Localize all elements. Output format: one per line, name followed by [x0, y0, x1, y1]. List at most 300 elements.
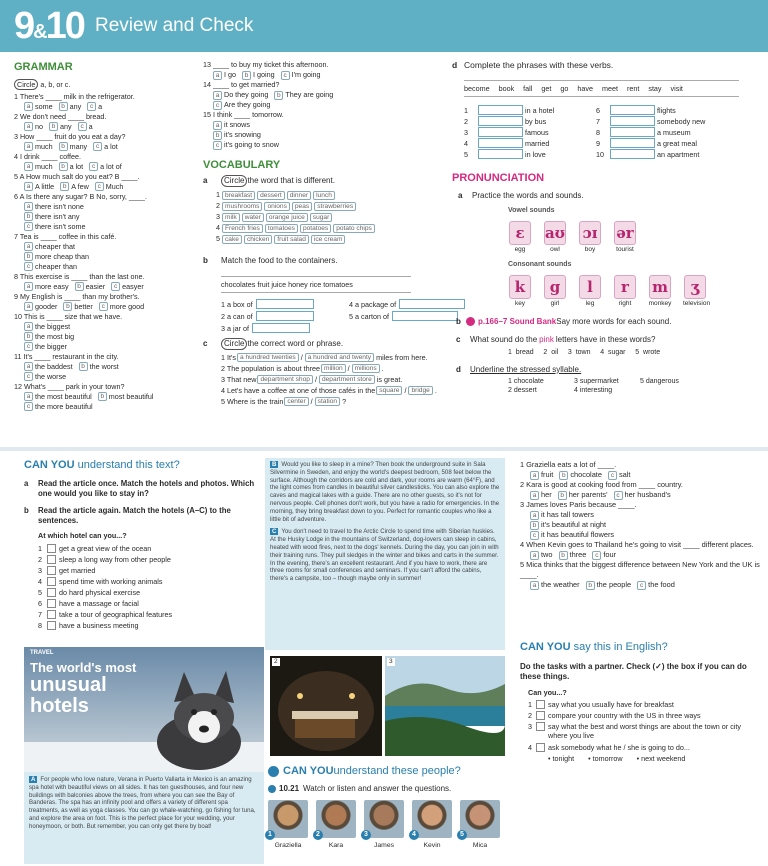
- check-box[interactable]: [536, 700, 545, 709]
- option-letter[interactable]: a: [530, 551, 539, 560]
- vocab-d-word-bank: [464, 80, 739, 97]
- item-number: 7: [38, 610, 42, 620]
- reading-a: a Read the article once. Match the hotels and photos. Which one would you like to stay in?: [24, 479, 255, 499]
- verb-input[interactable]: [610, 149, 655, 159]
- phrase-text: in love: [525, 149, 546, 159]
- person-card[interactable]: [316, 800, 356, 851]
- vocab-a-row: [216, 200, 443, 211]
- option-text: it's going to snow: [224, 140, 279, 150]
- speaking-item: [528, 743, 760, 752]
- phrase-text: an apartment: [657, 149, 700, 159]
- question-options: [520, 580, 760, 590]
- container-label: 3 a jar of: [221, 323, 249, 333]
- question-text: 14 ____ to get married?: [203, 80, 280, 90]
- option-letter[interactable]: c: [95, 182, 104, 191]
- sound-card: [508, 221, 532, 254]
- word-box[interactable]: potatoes: [300, 224, 331, 233]
- sound-word: tourist: [616, 246, 634, 254]
- option-letter[interactable]: b: [60, 182, 69, 191]
- option-letter[interactable]: c: [78, 122, 87, 131]
- person-number: 1: [265, 830, 275, 840]
- choice-b[interactable]: station: [315, 397, 340, 406]
- stress-word: 2 dessert: [508, 386, 537, 394]
- option-text: it has beautiful flowers: [541, 530, 615, 540]
- option-text: the food: [648, 580, 675, 590]
- question-options: [14, 141, 204, 151]
- answer-box[interactable]: [47, 621, 56, 630]
- verb-input[interactable]: [478, 127, 523, 137]
- verb-bank-word: fall: [523, 84, 533, 93]
- sound-card: [508, 275, 532, 308]
- word-box[interactable]: potato chips: [333, 224, 375, 233]
- phrase-item: [464, 116, 546, 126]
- item-number: 4: [38, 577, 42, 587]
- sentence-start: 3 That new: [221, 375, 257, 385]
- option-text: a: [88, 121, 93, 131]
- option-letter[interactable]: b: [242, 71, 251, 80]
- option-text: a lot of: [100, 161, 122, 171]
- choice-b[interactable]: department store: [319, 375, 375, 384]
- answer-box[interactable]: [47, 577, 56, 586]
- question-options: [520, 550, 760, 560]
- item-text: get married: [59, 566, 96, 576]
- container-item: [349, 311, 458, 321]
- option-letter[interactable]: b: [79, 362, 88, 371]
- item-number: 1: [528, 699, 532, 709]
- question-text: 2 We don't need ____ bread.: [14, 111, 107, 121]
- option-letter[interactable]: b: [59, 102, 68, 111]
- reading-item: [38, 598, 260, 609]
- word-box[interactable]: breakfast: [222, 191, 255, 200]
- option-letter[interactable]: c: [614, 491, 623, 500]
- speaking-intro: Do the tasks with a partner. Check (✓) the box if you can do these things.: [520, 662, 747, 682]
- sound-card: [683, 275, 711, 308]
- option-letter[interactable]: c: [213, 141, 222, 150]
- option-letter[interactable]: b: [98, 392, 107, 401]
- option-letter[interactable]: a: [213, 71, 222, 80]
- bullet-item: • tomorrow: [588, 753, 623, 763]
- option-letter[interactable]: c: [24, 372, 33, 381]
- reading-which: At which hotel can you...?: [38, 530, 127, 540]
- row-number: 3: [216, 212, 222, 222]
- play-icon[interactable]: [268, 766, 279, 777]
- listening-questions: [520, 460, 760, 590]
- option-text: better: [74, 301, 93, 311]
- item-text: spend time with working animals: [59, 577, 163, 587]
- reading-items: [38, 543, 260, 631]
- option-text: there isn't none: [35, 201, 84, 211]
- article-paragraphs-b-c: [265, 458, 505, 650]
- slash: /: [300, 353, 303, 363]
- vocab-d-instruction: d Complete the phrases with these verbs.: [452, 59, 614, 70]
- phrase-number: 7: [596, 116, 600, 126]
- option-letter[interactable]: b: [586, 581, 595, 590]
- vocab-d-items: [464, 105, 752, 161]
- question-options: [14, 201, 204, 231]
- option-letter[interactable]: a: [24, 142, 33, 151]
- item-number: 2: [528, 710, 532, 720]
- audio-icon[interactable]: [268, 785, 276, 793]
- sentence-end: miles from here.: [376, 353, 428, 363]
- row-number: 2: [216, 201, 222, 211]
- word-box[interactable]: mushrooms: [222, 202, 262, 211]
- phrase-item: [464, 138, 549, 148]
- answer-input[interactable]: [256, 311, 314, 321]
- sound-word: monkey: [648, 299, 672, 307]
- option-text: I'm going: [291, 70, 321, 80]
- question-text: 2 Kara is good at cooking food from ____ country.: [520, 480, 683, 489]
- option-letter[interactable]: c: [281, 71, 290, 80]
- stress-word: 3 supermarket: [574, 377, 619, 385]
- article-paragraph-c: C You don't need to travel to the Arctic Circle to spend time with Siberian huskies. At the Husky Lodge in the mountains of Switzerland, dog-lovers can sleep in cabins, heated with wood fires, next to the dogs' kennels. During the day, you can join in with their training runs. They pull sledges in the winter and bikes and carts in the summer. In the evening, there's an excellent restaurant. And if you have to work, there are three rooms for small conferences and seminars. If you can't afford the cabins, there's a campsite, too – though maybe only in summer!: [270, 528, 499, 583]
- option-letter[interactable]: a: [530, 491, 539, 500]
- choice-b[interactable]: a hundred and twenty: [305, 353, 374, 362]
- sound-symbol-icon: ər: [614, 221, 636, 245]
- option-letter[interactable]: a: [24, 282, 33, 291]
- word-box[interactable]: strawberries: [314, 202, 356, 211]
- reading-item: [38, 620, 260, 631]
- container-item: [221, 323, 310, 333]
- option-letter[interactable]: b: [530, 521, 539, 530]
- choice-a[interactable]: center: [284, 397, 308, 406]
- option-letter[interactable]: a: [24, 322, 33, 331]
- verb-input[interactable]: [610, 138, 655, 148]
- word-box[interactable]: sugar: [310, 213, 333, 222]
- answer-box[interactable]: [47, 544, 56, 553]
- option-letter[interactable]: a: [24, 122, 33, 131]
- option-letter[interactable]: b: [49, 122, 58, 131]
- option-text: the worst: [89, 361, 119, 371]
- person-card[interactable]: [412, 800, 452, 851]
- item-text: say what the best and worst things are about the town or city where you live: [548, 722, 741, 741]
- answer-input[interactable]: [252, 323, 310, 333]
- option-letter[interactable]: c: [213, 101, 222, 110]
- question-options: [520, 490, 760, 500]
- word-box[interactable]: chicken: [244, 235, 272, 244]
- choice-b[interactable]: millions: [352, 364, 380, 373]
- reading-item: [38, 543, 260, 554]
- item-text: get a great view of the ocean: [59, 544, 152, 554]
- sound-symbol-icon: l: [579, 275, 601, 299]
- option-text: the more beautiful: [35, 401, 93, 411]
- sentence-end: .: [434, 386, 437, 396]
- speaking-title: CAN YOU say this in English?: [520, 641, 668, 653]
- vocab-a-row: [216, 211, 443, 222]
- option-letter[interactable]: c: [87, 102, 96, 111]
- item-text: ask somebody what he / she is going to do...: [548, 742, 690, 752]
- option-letter[interactable]: b: [559, 471, 568, 480]
- person-number: 3: [361, 830, 371, 840]
- item-number: 8: [38, 621, 42, 631]
- phrase-number: 9: [596, 138, 600, 148]
- option-letter[interactable]: b: [59, 142, 68, 151]
- option-letter[interactable]: c: [111, 282, 120, 291]
- phrase-item: [596, 127, 691, 137]
- phrase-number: 6: [596, 105, 600, 115]
- sound-word: egg: [514, 246, 526, 254]
- word-box[interactable]: tomatoes: [265, 224, 298, 233]
- option-letter[interactable]: c: [608, 471, 617, 480]
- person-card[interactable]: [460, 800, 500, 851]
- option-letter[interactable]: a: [24, 392, 33, 401]
- person-name: Kevin: [423, 842, 441, 849]
- word-box[interactable]: water: [242, 213, 264, 222]
- pron-c-instruction: c What sound do the pink letters have in these words?: [456, 334, 656, 344]
- sound-symbol-icon: ʒ: [684, 275, 706, 299]
- option-text: gooder: [35, 301, 58, 311]
- option-text: A few: [71, 181, 89, 191]
- container-item: [221, 311, 314, 321]
- word-box[interactable]: dessert: [257, 191, 285, 200]
- sentence-start: 4 Let's have a coffee at one of those cafés in the: [221, 386, 376, 396]
- option-letter[interactable]: a: [213, 91, 222, 100]
- word-box[interactable]: orange juice: [266, 213, 308, 222]
- phrase-number: 4: [464, 138, 468, 148]
- sound-symbol-icon: m: [649, 275, 671, 299]
- listening-section: [268, 764, 508, 851]
- phrase-number: 5: [464, 149, 468, 159]
- question-text: 1 Graziella eats a lot of ____.: [520, 460, 617, 469]
- option-letter[interactable]: a: [24, 302, 33, 311]
- option-letter[interactable]: c: [89, 162, 98, 171]
- grammar-section-2: [203, 60, 443, 150]
- sound-word: girl: [550, 299, 560, 307]
- vocab-c-row: [221, 396, 443, 407]
- item-number: 5: [38, 588, 42, 598]
- question-options: [14, 241, 204, 271]
- sound-bank-icon: [466, 317, 475, 326]
- word-box[interactable]: lunch: [313, 191, 335, 200]
- container-label: 1 a box of: [221, 299, 253, 309]
- pron-d-words: [508, 378, 752, 396]
- item-text: have a massage or facial: [59, 599, 139, 609]
- verb-bank-word: become: [464, 84, 490, 93]
- option-letter[interactable]: b: [63, 302, 72, 311]
- option-letter[interactable]: a: [24, 162, 33, 171]
- option-text: any: [60, 121, 72, 131]
- item-number: 1: [38, 544, 42, 554]
- option-text: salt: [618, 470, 631, 480]
- option-letter[interactable]: a: [24, 102, 33, 111]
- stress-row: [508, 378, 752, 387]
- option-row: [14, 401, 204, 411]
- option-text: the most beautiful: [35, 391, 92, 401]
- option-letter[interactable]: a: [24, 202, 33, 211]
- verb-input[interactable]: [478, 149, 523, 159]
- option-text: cheaper that: [35, 241, 75, 251]
- vocab-b-items: [221, 299, 443, 335]
- phrase-number: 8: [596, 127, 600, 137]
- check-box[interactable]: [536, 743, 545, 752]
- person-card[interactable]: [364, 800, 404, 851]
- option-row: [203, 120, 443, 130]
- phrase-item: [596, 116, 705, 126]
- person-card[interactable]: [268, 800, 308, 851]
- reading-item: [38, 587, 260, 598]
- check-box[interactable]: [536, 711, 545, 720]
- sound-card: [578, 221, 602, 254]
- option-text: three: [569, 550, 587, 560]
- answer-box[interactable]: [47, 599, 56, 608]
- option-letter[interactable]: b: [558, 491, 567, 500]
- option-letter[interactable]: c: [99, 302, 108, 311]
- verb-input[interactable]: [610, 116, 655, 126]
- option-row: [14, 391, 204, 401]
- word-box[interactable]: fruit salad: [274, 235, 309, 244]
- option-letter[interactable]: c: [592, 551, 601, 560]
- phrase-item: [464, 105, 554, 115]
- option-letter[interactable]: c: [93, 142, 102, 151]
- container-label: 5 a carton of: [349, 311, 389, 321]
- stress-row: [508, 387, 752, 396]
- option-text: the people: [596, 580, 632, 590]
- verb-input[interactable]: [610, 105, 655, 115]
- option-letter[interactable]: b: [559, 551, 568, 560]
- verb-input[interactable]: [610, 127, 655, 137]
- option-text: chocolate: [570, 470, 602, 480]
- reading-item: [38, 554, 260, 565]
- choice-a[interactable]: department shop: [257, 375, 313, 384]
- option-row: [14, 241, 204, 251]
- phrase-text: a museum: [657, 127, 691, 137]
- phrase-text: flights: [657, 105, 676, 115]
- option-letter[interactable]: c: [24, 262, 33, 271]
- answer-box[interactable]: [47, 555, 56, 564]
- phrase-text: by bus: [525, 116, 547, 126]
- photo-3-number: 3: [389, 658, 393, 665]
- question-text: 1 There's ____ milk in the refrigerator.: [14, 91, 135, 101]
- answer-input[interactable]: [256, 299, 314, 309]
- option-letter[interactable]: b: [24, 252, 33, 261]
- choice-a[interactable]: a hundred twenties: [237, 353, 299, 362]
- question-options: [203, 90, 443, 110]
- stress-word: 5 dangerous: [640, 377, 679, 385]
- bullet-item: • next weekend: [636, 753, 686, 763]
- option-letter[interactable]: c: [637, 581, 646, 590]
- sound-card: [543, 275, 567, 308]
- item-number: 2: [38, 555, 42, 565]
- row-number: 5: [216, 234, 222, 244]
- option-text: much: [35, 141, 53, 151]
- option-text: it has tall towers: [541, 510, 594, 520]
- option-letter[interactable]: c: [24, 222, 33, 231]
- page-divider: [0, 447, 768, 451]
- question-text: 13 ____ to buy my ticket this afternoon.: [203, 60, 329, 70]
- pronunciation-title: PRONUNCIATION: [452, 172, 545, 185]
- reading-item: [38, 565, 260, 576]
- verb-bank-word: have: [577, 84, 593, 93]
- word-box[interactable]: peas: [292, 202, 312, 211]
- option-letter[interactable]: b: [24, 332, 33, 341]
- choice-a[interactable]: square: [376, 386, 402, 395]
- vocab-a-row: [216, 189, 443, 200]
- verb-bank-word: meet: [601, 84, 618, 93]
- option-letter[interactable]: c: [530, 531, 539, 540]
- word-box[interactable]: onions: [264, 202, 289, 211]
- question-options: [14, 391, 204, 411]
- option-letter[interactable]: b: [59, 162, 68, 171]
- vocab-c-rows: [221, 352, 443, 407]
- speaking-item: [528, 711, 760, 720]
- choice-a[interactable]: million: [321, 364, 346, 373]
- item-text: take a tour of geographical features: [59, 610, 173, 620]
- sentence-end: .: [381, 364, 384, 374]
- answer-input[interactable]: [392, 311, 458, 321]
- phrase-number: 3: [464, 127, 468, 137]
- option-letter[interactable]: a: [213, 121, 222, 130]
- option-letter[interactable]: c: [24, 402, 33, 411]
- option-text: there isn't some: [35, 221, 86, 231]
- option-text: the bigger: [35, 341, 67, 351]
- option-letter[interactable]: b: [75, 282, 84, 291]
- slash: /: [314, 375, 317, 385]
- question-text: 5 A How much salt do you eat? B ____.: [14, 171, 140, 181]
- option-letter[interactable]: a: [530, 581, 539, 590]
- item-text: compare your country with the US in three ways: [548, 710, 701, 720]
- listening-instruction: 10.21 Watch or listen and answer the questions.: [268, 784, 508, 794]
- option-letter[interactable]: a: [24, 242, 33, 251]
- option-letter[interactable]: a: [530, 471, 539, 480]
- option-letter[interactable]: a: [24, 362, 33, 371]
- sound-word: boy: [584, 246, 596, 254]
- item-text: do hard physical exercise: [59, 588, 141, 598]
- verb-input[interactable]: [478, 105, 523, 115]
- word-box[interactable]: French fries: [222, 224, 263, 233]
- verb-input[interactable]: [478, 138, 523, 148]
- option-row: [14, 361, 204, 371]
- option-text: fruit: [541, 470, 554, 480]
- photo-2: [270, 656, 382, 756]
- word-box[interactable]: milk: [222, 213, 240, 222]
- article-title: The world's most unusual hotels: [30, 660, 137, 717]
- option-letter[interactable]: a: [24, 182, 33, 191]
- option-text: easier: [85, 281, 106, 291]
- answer-box[interactable]: [47, 588, 56, 597]
- phrase-text: married: [525, 138, 550, 148]
- consonant-sounds-title: Consonant sounds: [508, 260, 572, 268]
- option-text: the biggest: [35, 321, 71, 331]
- option-text: a: [98, 101, 103, 111]
- answer-box[interactable]: [47, 566, 56, 575]
- bullet-item: • tonight: [548, 753, 575, 763]
- option-letter[interactable]: b: [274, 91, 283, 100]
- option-letter[interactable]: b: [24, 212, 33, 221]
- vocab-c-instruction: c Circle the correct word or phrase.: [203, 339, 443, 349]
- verb-input[interactable]: [478, 116, 523, 126]
- sound-symbol-icon: aʊ: [544, 221, 566, 245]
- answer-box[interactable]: [47, 610, 56, 619]
- question-options: [520, 510, 760, 540]
- word-box[interactable]: dinner: [287, 191, 311, 200]
- phrase-text: a great meal: [657, 138, 697, 148]
- people-row: [268, 800, 508, 851]
- check-box[interactable]: [536, 722, 545, 731]
- question-options: [520, 470, 760, 480]
- word-box[interactable]: ice cream: [311, 235, 346, 244]
- vocabulary-title: VOCABULARY: [203, 159, 281, 171]
- option-letter[interactable]: b: [213, 131, 222, 140]
- option-letter[interactable]: c: [24, 342, 33, 351]
- sound-card: [578, 275, 602, 308]
- choice-b[interactable]: bridge: [408, 386, 432, 395]
- option-letter[interactable]: a: [530, 511, 539, 520]
- question-text: 4 I drink ____ coffee.: [14, 151, 81, 161]
- slash: /: [404, 386, 407, 396]
- word-box[interactable]: cake: [222, 235, 242, 244]
- option-row: [14, 221, 204, 231]
- vocab-c-row: [221, 352, 443, 363]
- reading-title: CAN YOU understand this text?: [24, 459, 180, 471]
